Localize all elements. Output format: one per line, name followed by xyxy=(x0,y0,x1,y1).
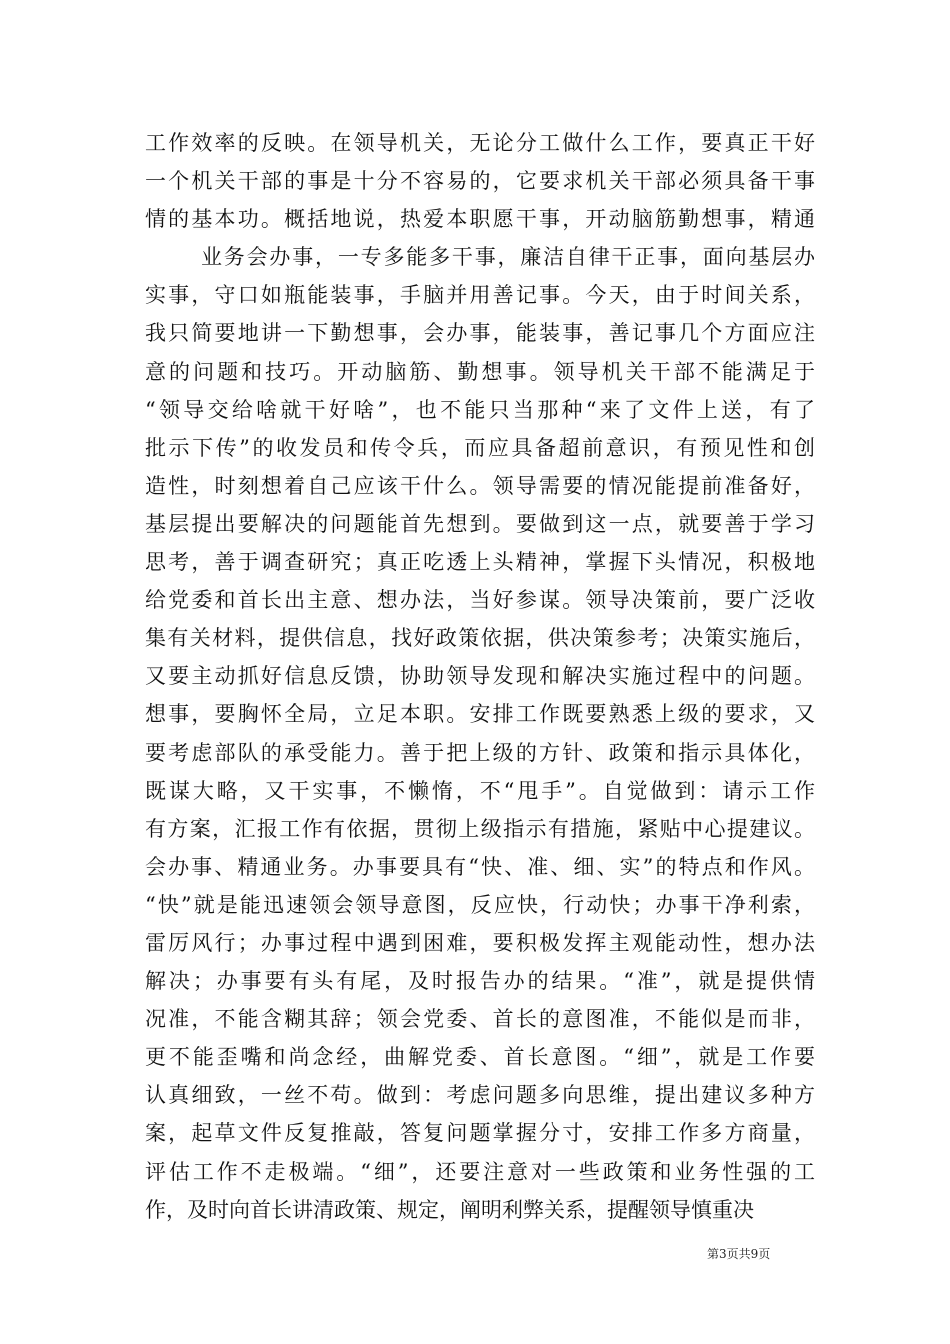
text-line: 造性，时刻想着自己应该干什么。领导需要的情况能提前准备好， xyxy=(145,473,815,498)
text-line: 有方案，汇报工作有依据，贯彻上级指示有措施，紧贴中心提建议。 xyxy=(145,816,815,841)
text-line: 给党委和首长出主意、想办法，当好参谋。领导决策前，要广泛收 xyxy=(145,588,815,613)
text-line: 案，起草文件反复推敲，答复问题掌握分寸，安排工作多方商量， xyxy=(145,1121,815,1146)
text-line: 又要主动抓好信息反馈，协助领导发现和解决实施过程中的问题。 xyxy=(145,664,815,689)
text-line: 我只简要地讲一下勤想事，会办事，能装事，善记事几个方面应注 xyxy=(145,321,815,346)
text-line: 评估工作不走极端。“细”，还要注意对一些政策和业务性强的工 xyxy=(145,1159,815,1184)
text-line: 既谋大略，又干实事，不懒惰，不“甩手”。自觉做到：请示工作 xyxy=(145,778,815,803)
text-line: 会办事、精通业务。办事要具有“快、准、细、实”的特点和作风。 xyxy=(145,854,815,879)
text-line: 更不能歪嘴和尚念经，曲解党委、首长意图。“细”，就是工作要 xyxy=(145,1045,815,1070)
text-line: 集有关材料，提供信息，找好政策依据，供决策参考；决策实施后， xyxy=(145,626,815,651)
text-line: “快”就是能迅速领会领导意图，反应快，行动快；办事干净利索， xyxy=(145,892,815,917)
text-line: 雷厉风行；办事过程中遇到困难，要积极发挥主观能动性，想办法 xyxy=(145,930,815,955)
text-line: 业务会办事，一专多能多干事，廉洁自律干正事，面向基层办 xyxy=(201,245,815,270)
page-number: 第3页共9页 xyxy=(707,1247,771,1261)
text-line: “领导交给啥就干好啥”，也不能只当那种“来了文件上送，有了 xyxy=(145,397,815,422)
text-line: 批示下传”的收发员和传令兵，而应具备超前意识，有预见性和创 xyxy=(145,435,815,460)
text-line: 一个机关干部的事是十分不容易的，它要求机关干部必须具备干事 xyxy=(145,169,815,194)
text-line: 认真细致，一丝不苟。做到：考虑问题多向思维，提出建议多种方 xyxy=(145,1083,815,1108)
body-text xyxy=(145,124,815,1229)
text-line: 况准，不能含糊其辞；领会党委、首长的意图准，不能似是而非， xyxy=(145,1007,815,1032)
text-line: 作，及时向首长讲清政策、规定，阐明利弊关系，提醒领导慎重决 xyxy=(145,1197,754,1222)
text-line: 解决；办事要有头有尾，及时报告办的结果。“准”，就是提供情 xyxy=(145,969,815,994)
text-line: 工作效率的反映。在领导机关，无论分工做什么工作，要真正干好 xyxy=(145,131,815,155)
text-line: 思考，善于调查研究；真正吃透上头精神，掌握下头情况，积极地 xyxy=(145,550,815,575)
text-line: 情的基本功。概括地说，热爱本职愿干事，开动脑筋勤想事，精通 xyxy=(145,207,815,232)
text-line: 想事，要胸怀全局，立足本职。安排工作既要熟悉上级的要求，又 xyxy=(145,702,815,727)
text-line: 意的问题和技巧。开动脑筋、勤想事。领导机关干部不能满足于 xyxy=(145,359,815,384)
text-line: 实事，守口如瓶能装事，手脑并用善记事。今天，由于时间关系， xyxy=(145,283,815,308)
text-line: 要考虑部队的承受能力。善于把上级的方针、政策和指示具体化， xyxy=(145,740,815,765)
text-line: 基层提出要解决的问题能首先想到。要做到这一点，就要善于学习 xyxy=(145,511,815,536)
